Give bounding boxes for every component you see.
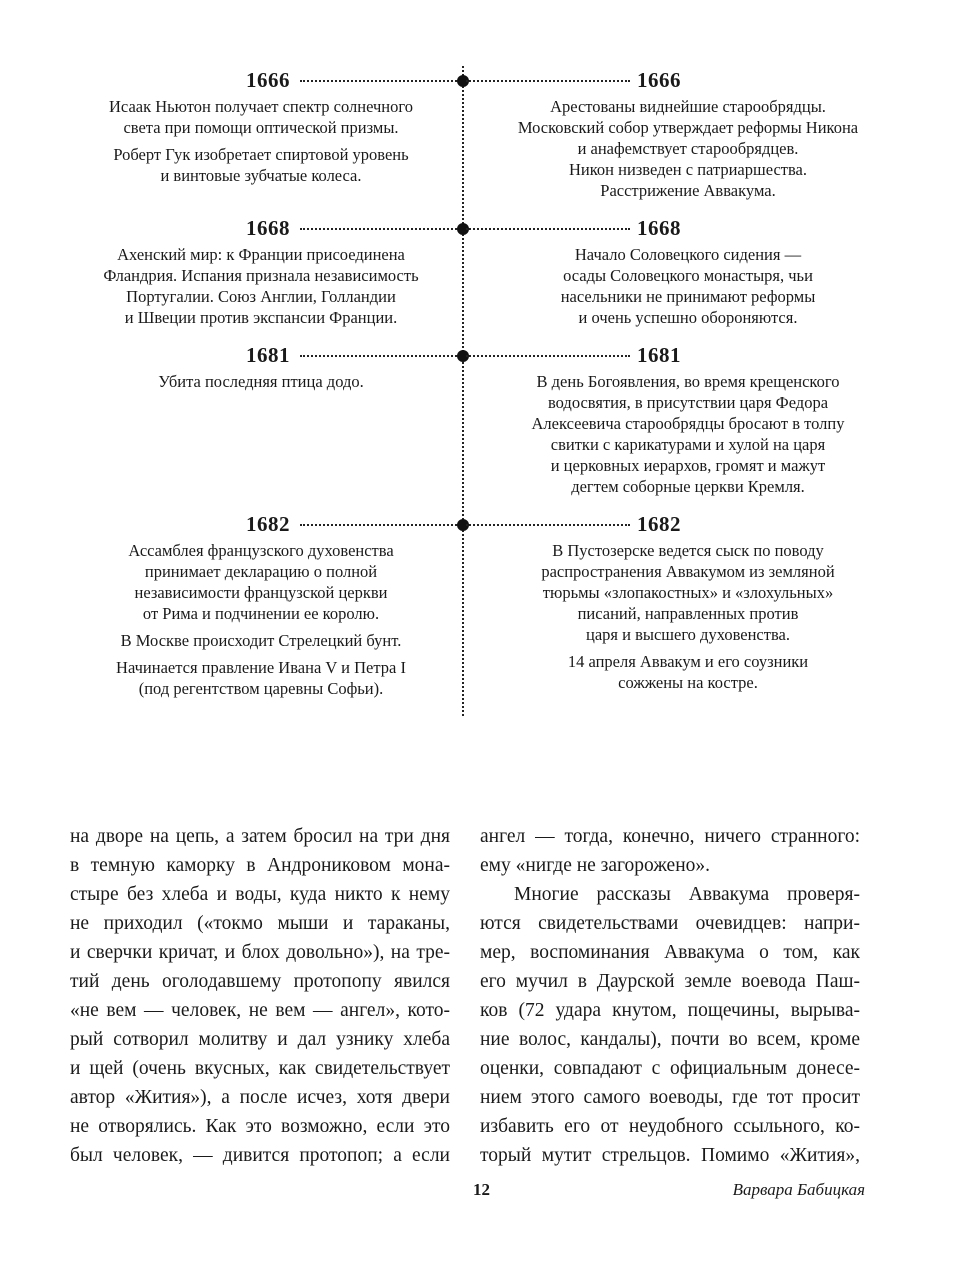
leader-line-left — [300, 80, 460, 82]
world-events — [80, 96, 442, 192]
event-text: Ахенский мир: к Франции присоединена Фландрия. Испания признала независимость Португалии. Союз Англии, Голландии и Швеции против экспансии Франции. — [103, 245, 419, 327]
running-author: Варвара Бабицкая — [732, 1180, 865, 1199]
event-text: Начало Соловецкого сидения — осады Соловецкого монастыря, чьи насельники не принимают реформы и очень успешно обороняются. — [560, 245, 816, 327]
text-line: нием этого самого воеводы, где тот просит — [480, 1087, 860, 1108]
event-text: 14 апреля Аввакум и его соузники сожжены на костре. — [567, 652, 809, 692]
timeline-axis — [462, 66, 464, 716]
year-label-left: 1681 — [246, 343, 290, 367]
text-line: тий день оголодавшему протопопу явился — [70, 971, 450, 992]
text-line: не отворялись. Как это возможно, если это — [70, 1116, 450, 1137]
event-text: В Москве происходит Стрелецкий бунт. — [120, 631, 402, 650]
world-events — [80, 540, 442, 705]
page-footer — [0, 1180, 963, 1204]
text-line: и щей (очень вкусных, как свидетельствует — [70, 1058, 450, 1079]
leader-line-right — [466, 355, 630, 357]
text-line: ков (72 удара кнутом, пощечины, вырыва- — [480, 1000, 860, 1021]
text-line: рый сотворил молитву и дал узнику хлеба — [70, 1029, 450, 1050]
leader-line-left — [300, 524, 460, 526]
russia-events — [472, 540, 904, 699]
leader-line-left — [300, 355, 460, 357]
year-label-right: 1666 — [637, 68, 681, 92]
text-line: автор «Жития»), а после исчез, хотя двери — [70, 1087, 450, 1108]
text-line: торый мутит стрельцов. Помимо «Жития», — [480, 1145, 860, 1166]
event-text: Роберт Гук изобретает спиртовой уровень и винтовые зубчатые колеса. — [113, 145, 409, 185]
text-line: был человек, — дивится протопоп; а если — [70, 1145, 450, 1166]
event-text: В Пустозерске ведется сыск по поводу распространения Аввакумом из земляной тюрьмы «злопакостных» и «злохульных» писаний, направленных против царя и высшего духовенства. — [541, 541, 835, 644]
event-text: Начинается правление Ивана V и Петра I (под регентством царевны Софьи). — [116, 658, 406, 698]
leader-line-left — [300, 228, 460, 230]
event-text: Ассамблея французского духовенства принимает декларацию о полной независимости французской церкви от Рима и подчинении ее королю. — [128, 541, 394, 623]
event-text: В день Богоявления, во время крещенского водосвятия, в присутствии царя Федора Алексеевича старообрядцы бросают в толпу свитки с карикатурами и хулой на царя и церковных иерархов, громят и мажут дегтем соборные церкви Кремля. — [531, 372, 845, 496]
body-column-right — [480, 822, 860, 1170]
leader-line-right — [466, 80, 630, 82]
year-label-right: 1681 — [637, 343, 681, 367]
year-label-right: 1682 — [637, 512, 681, 536]
russia-events — [472, 244, 904, 334]
text-line: его мучил в Даурской земле воевода Паш- — [480, 971, 860, 992]
year-label-left: 1668 — [246, 216, 290, 240]
text-line: Многие рассказы Аввакума проверя- — [514, 884, 860, 905]
text-line: ние волос, кандалы), почти во всем, кроме — [480, 1029, 860, 1050]
text-line: в темную каморку в Андрониковом мона- — [70, 855, 450, 876]
year-label-left: 1682 — [246, 512, 290, 536]
world-events — [80, 371, 442, 398]
text-line: ему «нигде не загорожено». — [480, 855, 711, 876]
text-line: на дворе на цепь, а затем бросил на три дня — [70, 826, 450, 847]
leader-line-right — [466, 524, 630, 526]
world-events — [80, 244, 442, 334]
text-line: не приходил («токмо мыши и тараканы, — [70, 913, 450, 934]
text-line: оценки, совпадают с официальным донесе- — [480, 1058, 860, 1079]
russia-events — [472, 371, 904, 503]
year-label-left: 1666 — [246, 68, 290, 92]
text-line: мер, воспоминания Аввакума о том, как — [480, 942, 860, 963]
text-line: ангел — тогда, конечно, ничего странного: — [480, 826, 860, 847]
event-text: Исаак Ньютон получает спектр солнечного света при помощи оптической призмы. — [109, 97, 413, 137]
text-line: «не вем — человек, не вем — ангел», кото- — [70, 1000, 450, 1021]
page-number: 12 — [473, 1180, 490, 1199]
text-line: и сверчки кричат, и блох довольно»), на тре- — [70, 942, 450, 963]
text-line: стыре без хлеба и воды, куда никто к нему — [70, 884, 450, 905]
event-text: Арестованы виднейшие старообрядцы. Московский собор утверждает реформы Никона и анафемствует старообрядцев. Никон низведен с патриаршества. Расстрижение Аввакума. — [517, 97, 859, 200]
year-label-right: 1668 — [637, 216, 681, 240]
body-column-left — [70, 822, 450, 1170]
event-text: Убита последняя птица додо. — [158, 372, 364, 391]
russia-events — [472, 96, 904, 207]
text-line: ются свидетельствами очевидцев: напри- — [480, 913, 860, 934]
leader-line-right — [466, 228, 630, 230]
text-line: избавить его от неудобного ссыльного, ко- — [480, 1116, 860, 1137]
